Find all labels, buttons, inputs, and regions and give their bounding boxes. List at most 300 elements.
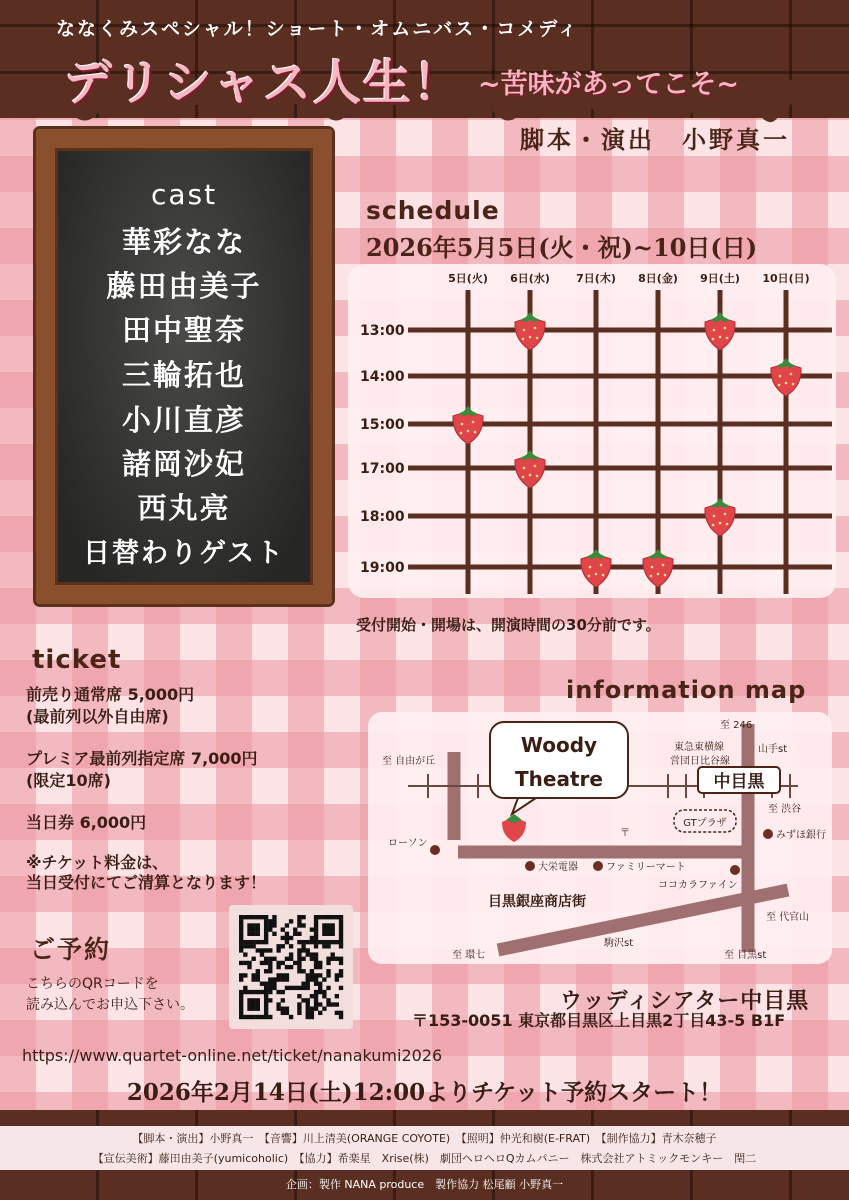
time-label: 15:00 (360, 417, 405, 433)
qr-module (339, 986, 343, 990)
schedule-date-range: 2026年5月5日(火・祝)~10日(日) (366, 233, 758, 262)
qr-module (281, 936, 285, 940)
qr-module (281, 1011, 285, 1015)
qr-module (322, 990, 326, 994)
qr-module (289, 957, 293, 961)
qr-module (314, 965, 318, 969)
qr-module (314, 1002, 318, 1006)
map-label-meguro: 至 目黒st (724, 950, 767, 961)
map-label-tokyu: 東急東横線 (674, 742, 724, 753)
qr-module (301, 940, 305, 944)
qr-module (331, 957, 335, 961)
qr-module (264, 919, 268, 923)
ticket-door-price: 当日券 6,000円 (26, 813, 147, 832)
map-label: information map (566, 676, 807, 704)
qr-module (310, 1007, 314, 1011)
qr-module (268, 957, 272, 961)
qr-module (322, 927, 326, 931)
qr-module (247, 927, 251, 931)
qr-module (268, 927, 272, 931)
cast-name: 藤田由美子 (106, 269, 262, 303)
qr-module (301, 915, 305, 919)
qr-module (264, 1007, 268, 1011)
cast-name: 田中聖奈 (121, 313, 246, 347)
qr-module (318, 1011, 322, 1015)
qr-module (243, 973, 247, 977)
qr-module (297, 948, 301, 952)
qr-module (285, 977, 289, 981)
qr-module (276, 961, 280, 965)
qr-module (268, 982, 272, 986)
qr-module (285, 965, 289, 969)
qr-module (247, 990, 251, 994)
qr-module (247, 1015, 251, 1019)
qr-module (306, 977, 310, 981)
qr-module (331, 915, 335, 919)
reservation-text-line2: 読み込んでお申込下さい。 (26, 997, 194, 1013)
qr-module (276, 1002, 280, 1006)
qr-module (251, 932, 255, 936)
qr-module (306, 998, 310, 1002)
qr-module (318, 915, 322, 919)
qr-module (318, 961, 322, 965)
qr-module (260, 948, 264, 952)
qr-module (243, 990, 247, 994)
qr-module (339, 961, 343, 965)
qr-module (297, 965, 301, 969)
qr-module (251, 998, 255, 1002)
map-label-komazawa: 駒沢st (604, 938, 634, 949)
qr-module (247, 965, 251, 969)
qr-module (268, 986, 272, 990)
map-label-shotengai: 目黒銀座商店街 (488, 894, 586, 910)
cast-name: 三輪拓也 (121, 358, 246, 392)
qr-module (297, 1007, 301, 1011)
qr-module (239, 990, 243, 994)
qr-module (314, 994, 318, 998)
qr-module (326, 973, 330, 977)
qr-module (285, 923, 289, 927)
qr-module (272, 919, 276, 923)
qr-module (239, 994, 243, 998)
qr-module (285, 986, 289, 990)
performance-strawberry (515, 312, 545, 350)
qr-module (251, 927, 255, 931)
qr-module (322, 944, 326, 948)
qr-module (306, 982, 310, 986)
qr-module (239, 1011, 243, 1015)
qr-module (243, 915, 247, 919)
map-label-hibiya: 営団日比谷線 (670, 756, 730, 767)
map-label-cocokara: ココカラファイン (658, 880, 738, 891)
qr-module (264, 936, 268, 940)
qr-module (260, 961, 264, 965)
qr-module (331, 952, 335, 956)
qr-module (247, 944, 251, 948)
qr-module (251, 923, 255, 927)
day-label: 7日(木) (576, 272, 616, 285)
theatre-name-line1: Woody (520, 733, 598, 757)
qr-module (297, 986, 301, 990)
qr-module (256, 923, 260, 927)
qr-module (264, 982, 268, 986)
map-label-daikanyama: 至 代官山 (766, 912, 810, 923)
qr-module (297, 940, 301, 944)
qr-module (256, 990, 260, 994)
show-subtitle: ~苦味があってこそ~ (478, 69, 739, 100)
credits-line1: 【脚本・演出】小野真一 【音響】川上清美(ORANGE COYOTE) 【照明】仲光和樹(E-FRAT) 【制作協力】青木奈穂子 (132, 1132, 717, 1145)
cast-title: cast (150, 178, 218, 211)
qr-module (285, 932, 289, 936)
qr-module (297, 969, 301, 973)
reservation-text-line1: こちらのQRコードを (26, 976, 159, 992)
performance-strawberry (581, 549, 611, 587)
qr-module (281, 927, 285, 931)
qr-module (314, 940, 318, 944)
qr-module (314, 936, 318, 940)
qr-module (285, 936, 289, 940)
qr-module (293, 961, 297, 965)
qr-module (314, 927, 318, 931)
schedule-label: schedule (366, 196, 500, 225)
qr-module (318, 986, 322, 990)
qr-module (301, 969, 305, 973)
reservation-instructions (26, 974, 194, 1016)
qr-module (293, 932, 297, 936)
qr-module (264, 1002, 268, 1006)
qr-module (335, 1011, 339, 1015)
qr-module (310, 977, 314, 981)
reservation-label: ご予約 (30, 935, 112, 964)
qr-module (339, 944, 343, 948)
qr-module (285, 1011, 289, 1015)
qr-module (247, 1002, 251, 1006)
qr-module (331, 923, 335, 927)
qr-module (339, 915, 343, 919)
gt-plaza-label: GTプラザ (683, 818, 727, 829)
director-credit: 脚本・演出 小野真一 (520, 126, 790, 154)
qr-module (314, 1007, 318, 1011)
performance-strawberry (515, 450, 545, 488)
qr-module (276, 977, 280, 981)
qr-module (326, 986, 330, 990)
map-label-246: 至 246 (720, 720, 753, 731)
qr-module (268, 923, 272, 927)
qr-module (251, 977, 255, 981)
qr-module (310, 969, 314, 973)
qr-module (289, 944, 293, 948)
qr-module (314, 998, 318, 1002)
qr-module (310, 1015, 314, 1019)
mizuho-dot (763, 829, 773, 839)
qr-module (276, 944, 280, 948)
ticket-label: ticket (32, 645, 122, 675)
qr-module (297, 961, 301, 965)
qr-module (251, 990, 255, 994)
qr-module (301, 998, 305, 1002)
qr-module (331, 940, 335, 944)
qr-module (260, 952, 264, 956)
cast-name: 西丸亮 (137, 491, 231, 525)
qr-module (310, 1011, 314, 1015)
ticket-premium-note: (限定10席) (26, 771, 111, 790)
qr-module (239, 1002, 243, 1006)
time-label: 13:00 (360, 323, 405, 339)
qr-module (281, 998, 285, 1002)
qr-module (322, 932, 326, 936)
qr-module (256, 940, 260, 944)
qr-module (247, 940, 251, 944)
qr-module (251, 915, 255, 919)
qr-module (301, 982, 305, 986)
qr-module (322, 915, 326, 919)
lawson-dot (430, 845, 440, 855)
qr-module (256, 973, 260, 977)
qr-module (297, 1002, 301, 1006)
qr-module (239, 973, 243, 977)
qr-module (339, 919, 343, 923)
qr-module (264, 957, 268, 961)
credits-line2: 【宣伝美術】藤田由美子(yumicoholic) 【協力】希楽星 Xrise(株) 劇団ヘロヘロQカムパニー 株式会社アトミックモンキー 閏二 (92, 1152, 757, 1165)
qr-module (268, 965, 272, 969)
qr-module (306, 986, 310, 990)
qr-module (243, 961, 247, 965)
qr-module (339, 923, 343, 927)
qr-module (289, 986, 293, 990)
qr-module (301, 944, 305, 948)
daiei-dot (525, 861, 535, 871)
qr-module (326, 915, 330, 919)
map-label-yamate: 山手st (758, 744, 788, 755)
qr-module (281, 1007, 285, 1011)
performance-strawberry (705, 312, 735, 350)
time-label: 18:00 (360, 509, 405, 525)
qr-module (264, 998, 268, 1002)
qr-module (322, 1007, 326, 1011)
qr-module (306, 1002, 310, 1006)
qr-module (322, 940, 326, 944)
qr-module (293, 927, 297, 931)
qr-module (268, 990, 272, 994)
qr-module (260, 982, 264, 986)
qr-module (260, 1015, 264, 1019)
qr-module (281, 977, 285, 981)
qr-module (243, 952, 247, 956)
qr-module (264, 994, 268, 998)
time-label: 14:00 (360, 369, 405, 385)
qr-module (314, 952, 318, 956)
qr-module (339, 936, 343, 940)
qr-module (272, 982, 276, 986)
qr-module (339, 927, 343, 931)
schedule-grid (348, 264, 836, 598)
qr-module (239, 936, 243, 940)
qr-module (239, 977, 243, 981)
qr-module (264, 969, 268, 973)
qr-module (335, 1002, 339, 1006)
qr-module (247, 915, 251, 919)
ticket-premium-price: プレミア最前列指定席 7,000円 (26, 749, 258, 768)
qr-module (239, 961, 243, 965)
ticket-note-line1: ※チケット料金は、 (26, 853, 169, 872)
ticket-advance-price: 前売り通常席 5,000円 (26, 685, 195, 704)
ticket-note-line2: 当日受付にてご清算となります！ (26, 873, 267, 892)
qr-module (310, 940, 314, 944)
qr-module (272, 932, 276, 936)
qr-module (326, 957, 330, 961)
qr-module (281, 944, 285, 948)
qr-module (339, 1011, 343, 1015)
performance-strawberry (705, 498, 735, 536)
qr-module (314, 977, 318, 981)
qr-module (247, 1007, 251, 1011)
show-series-subtitle: ななくみスペシャル！ショート・オムニバス・コメディ (56, 18, 579, 40)
qr-module (264, 1015, 268, 1019)
qr-module (256, 1015, 260, 1019)
qr-module (314, 915, 318, 919)
qr-module (256, 1002, 260, 1006)
qr-module (331, 927, 335, 931)
qr-module (297, 923, 301, 927)
qr-module (306, 948, 310, 952)
qr-module (301, 957, 305, 961)
day-label: 8日(金) (638, 272, 678, 285)
qr-module (318, 982, 322, 986)
qr-module (306, 1007, 310, 1011)
qr-module (276, 973, 280, 977)
map-label-lawson: ローソン (388, 838, 428, 849)
qr-module (239, 948, 243, 952)
qr-module (256, 927, 260, 931)
show-title: デリシャス人生！ (64, 55, 464, 111)
qr-module (314, 973, 318, 977)
station-name: 中目黒 (713, 772, 765, 792)
time-label: 19:00 (360, 560, 405, 576)
qr-module (272, 957, 276, 961)
production-credit: 企画：製作 NANA produce 製作協力 松尾顧 小野真一 (285, 1178, 564, 1191)
qr-module (322, 994, 326, 998)
strawberry-marker (502, 814, 526, 842)
qr-module (247, 998, 251, 1002)
qr-module (314, 961, 318, 965)
qr-module (326, 932, 330, 936)
qr-module (339, 969, 343, 973)
qr-module (310, 936, 314, 940)
qr-module (239, 919, 243, 923)
qr-module (268, 998, 272, 1002)
qr-module (247, 923, 251, 927)
credits-band (0, 1126, 849, 1170)
qr-module (326, 961, 330, 965)
qr-module (239, 915, 243, 919)
qr-module (256, 932, 260, 936)
day-label: 6日(水) (510, 272, 550, 285)
cast-name: 日替わりゲスト (83, 538, 285, 569)
qr-code[interactable] (229, 905, 353, 1029)
qr-module (264, 927, 268, 931)
qr-module (276, 990, 280, 994)
map-label-post: 〒 (620, 828, 630, 839)
qr-module (314, 944, 318, 948)
qr-module (239, 1015, 243, 1019)
qr-module (264, 1011, 268, 1015)
map-label-familymart: ファミリーマート (606, 862, 686, 873)
qr-module (297, 1011, 301, 1015)
performance-strawberry (453, 406, 483, 444)
qr-module (256, 948, 260, 952)
map-label-jiyugaoka: 至 自由が丘 (382, 756, 436, 767)
map-label-daiei: 大栄電器 (538, 862, 578, 873)
qr-module (318, 1002, 322, 1006)
qr-module (293, 986, 297, 990)
ticket-url-link[interactable]: https://www.quartet-online.net/ticket/nanakumi2026 (22, 1046, 443, 1065)
time-label: 17:00 (360, 461, 405, 477)
qr-module (268, 948, 272, 952)
callout-pointer (512, 798, 536, 814)
qr-module (335, 940, 339, 944)
qr-module (251, 1015, 255, 1019)
qr-module (268, 977, 272, 981)
qr-module (322, 923, 326, 927)
qr-module (247, 932, 251, 936)
qr-module (239, 923, 243, 927)
qr-module (310, 952, 314, 956)
qr-module (335, 994, 339, 998)
qr-module (339, 957, 343, 961)
qr-module (318, 990, 322, 994)
qr-module (314, 919, 318, 923)
qr-module (239, 927, 243, 931)
qr-module (260, 940, 264, 944)
qr-module (297, 994, 301, 998)
qr-module (268, 919, 272, 923)
qr-module (272, 923, 276, 927)
qr-module (335, 973, 339, 977)
qr-module (318, 965, 322, 969)
qr-module (281, 990, 285, 994)
qr-module (297, 915, 301, 919)
qr-module (281, 973, 285, 977)
qr-module (314, 990, 318, 994)
qr-module (326, 927, 330, 931)
qr-module (335, 977, 339, 981)
qr-module (306, 1011, 310, 1015)
qr-module (256, 998, 260, 1002)
qr-module (306, 940, 310, 944)
qr-module (251, 1002, 255, 1006)
qr-module (318, 973, 322, 977)
qr-module (251, 940, 255, 944)
qr-module (268, 969, 272, 973)
qr-module (239, 998, 243, 1002)
cast-chalkboard (36, 129, 332, 604)
qr-module (339, 940, 343, 944)
qr-module (310, 927, 314, 931)
qr-module (310, 973, 314, 977)
qr-module (264, 986, 268, 990)
map-label-mizuho: みずほ銀行 (776, 830, 826, 841)
qr-module (256, 977, 260, 981)
qr-module (335, 957, 339, 961)
ticket-advance-note: (最前列以外自由席) (26, 707, 169, 726)
qr-module (285, 957, 289, 961)
qr-module (264, 932, 268, 936)
qr-module (289, 965, 293, 969)
access-map (368, 712, 832, 964)
qr-module (243, 986, 247, 990)
qr-module (264, 915, 268, 919)
qr-module (264, 961, 268, 965)
